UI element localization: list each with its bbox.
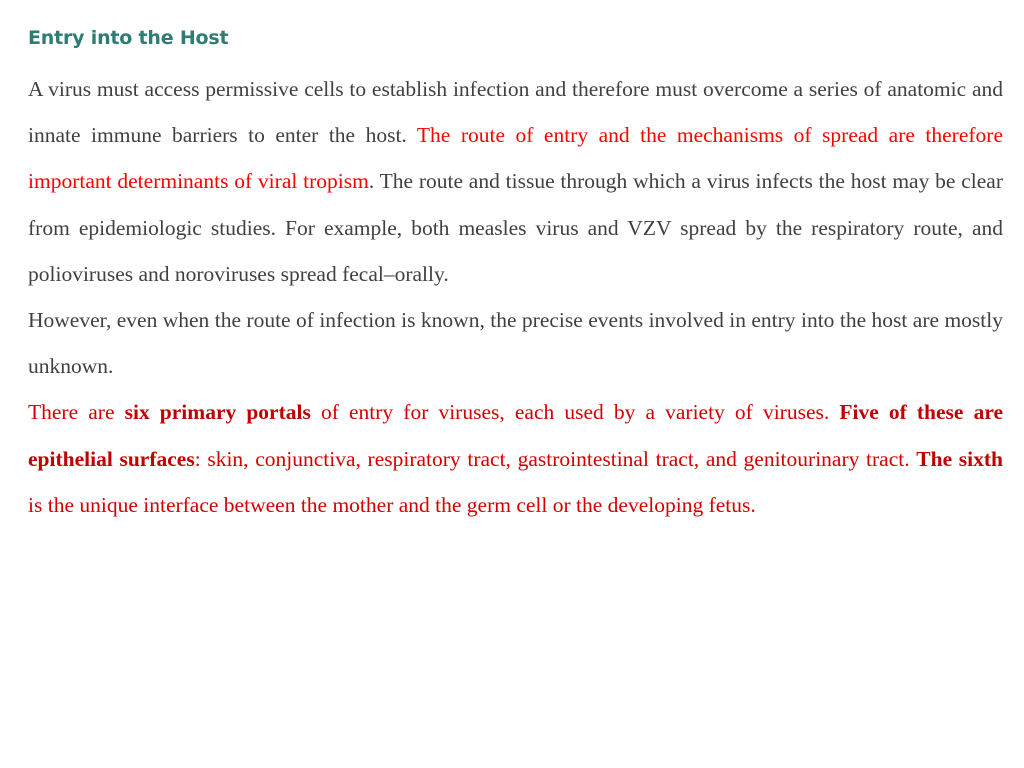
paragraph1-continuation: . The route and tissue through which a virus infects the host may be clear from epidemiologic studies. For example, both measles virus and VZV spread by the respiratory route, and polioviruses and noroviruses spread fecal–orally. xyxy=(28,169,1003,286)
paragraph3-six-portals-bold: six primary portals xyxy=(124,400,311,425)
slide-body xyxy=(28,66,1003,528)
paragraph3-sixth-bold: The sixth xyxy=(916,446,1003,471)
paragraph1-intro: A virus must access permissive cells to establish infection and therefore must overcome a series of anatomic and innate immune barriers to enter the host. xyxy=(28,77,1003,148)
paragraph3-epithelial-bold: Five of these are epithelial surfaces xyxy=(28,400,1004,471)
paragraph3-s2: of entry for viruses, each used by a variety of viruses. xyxy=(310,400,840,425)
paragraph3-s3: : skin, conjunctiva, respiratory tract, gastrointestinal tract, and genitourinary tract. xyxy=(194,446,917,471)
paragraph-route-of-entry xyxy=(28,66,1003,297)
paragraph3-s1: There are xyxy=(28,400,125,425)
paragraph3-s4: is the unique interface between the mother and the germ cell or the developing fetus. xyxy=(28,492,756,517)
paragraph-unknown-events: However, even when the route of infection is known, the precise events involved in entry into the host are mostly unknown. xyxy=(28,308,1003,379)
paragraph-six-portals xyxy=(28,389,1003,528)
paragraph1-highlight: The route of entry and the mechanisms of spread are therefore important determinants of viral tropism xyxy=(28,123,1003,194)
slide-title: Entry into the Host xyxy=(28,27,229,49)
